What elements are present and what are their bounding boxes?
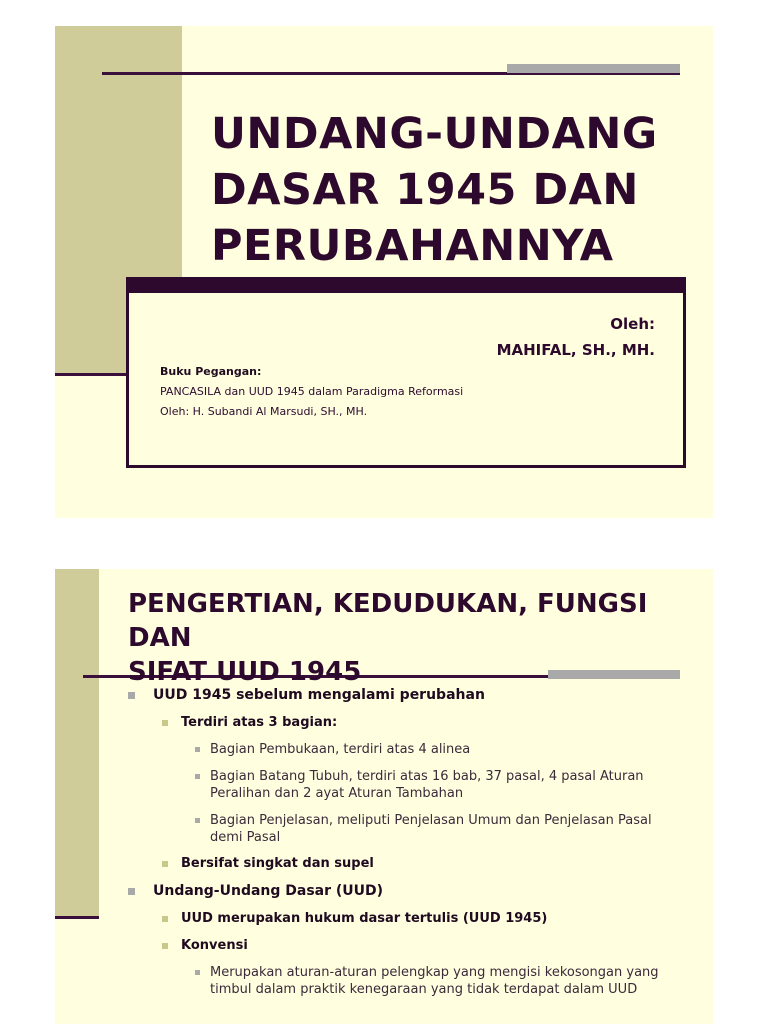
author-box <box>126 277 686 468</box>
list-item: Bagian Penjelasan, meliputi Penjelasan Umum dan Penjelasan Pasal demi Pasal <box>210 812 670 846</box>
title-line-2: DASAR 1945 DAN <box>211 165 639 215</box>
buku-title: PANCASILA dan UUD 1945 dalam Paradigma Reformasi <box>160 385 464 398</box>
side-rule <box>55 916 99 919</box>
list-item: Bagian Pembukaan, terdiri atas 4 alinea <box>210 741 670 758</box>
list-item: Undang-Undang Dasar (UUD) <box>153 883 384 899</box>
heading-line-2: SIFAT UUD 1945 <box>128 657 362 687</box>
title-line-3: PERUBAHANNYA <box>211 221 614 271</box>
slide-title <box>55 26 713 518</box>
list-item: Terdiri atas 3 bagian: <box>181 715 338 730</box>
slide-heading <box>128 587 698 689</box>
buku-pegangan-label: Buku Pegangan: <box>160 365 262 378</box>
side-rule <box>55 373 129 376</box>
title-line-1: UNDANG-UNDANG <box>211 109 658 159</box>
presentation-title <box>211 106 681 274</box>
sidebar-band <box>55 569 99 917</box>
list-item: Bagian Batang Tubuh, terdiri atas 16 bab, 37 pasal, 4 pasal Aturan Peralihan dan 2 ayat Aturan Tambahan <box>210 768 670 802</box>
list-item: UUD 1945 sebelum mengalami perubahan <box>153 687 485 703</box>
author-name: MAHIFAL, SH., MH. <box>496 341 655 359</box>
buku-author: Oleh: H. Subandi Al Marsudi, SH., MH. <box>160 405 368 418</box>
heading-line-1: PENGERTIAN, KEDUDUKAN, FUNGSI DAN <box>128 589 648 653</box>
list-item: UUD merupakan hukum dasar tertulis (UUD 1945) <box>181 911 548 926</box>
list-item: Konvensi <box>181 938 248 953</box>
top-rule-accent <box>507 64 680 73</box>
slide-content <box>55 569 713 1024</box>
oleh-label: Oleh: <box>610 315 655 333</box>
list-item: Merupakan aturan-aturan pelengkap yang mengisi kekosongan yang timbul dalam praktik kenegaraan yang tidak terdapat dalam UUD <box>210 964 670 998</box>
list-item: Bersifat singkat dan supel <box>181 856 374 871</box>
